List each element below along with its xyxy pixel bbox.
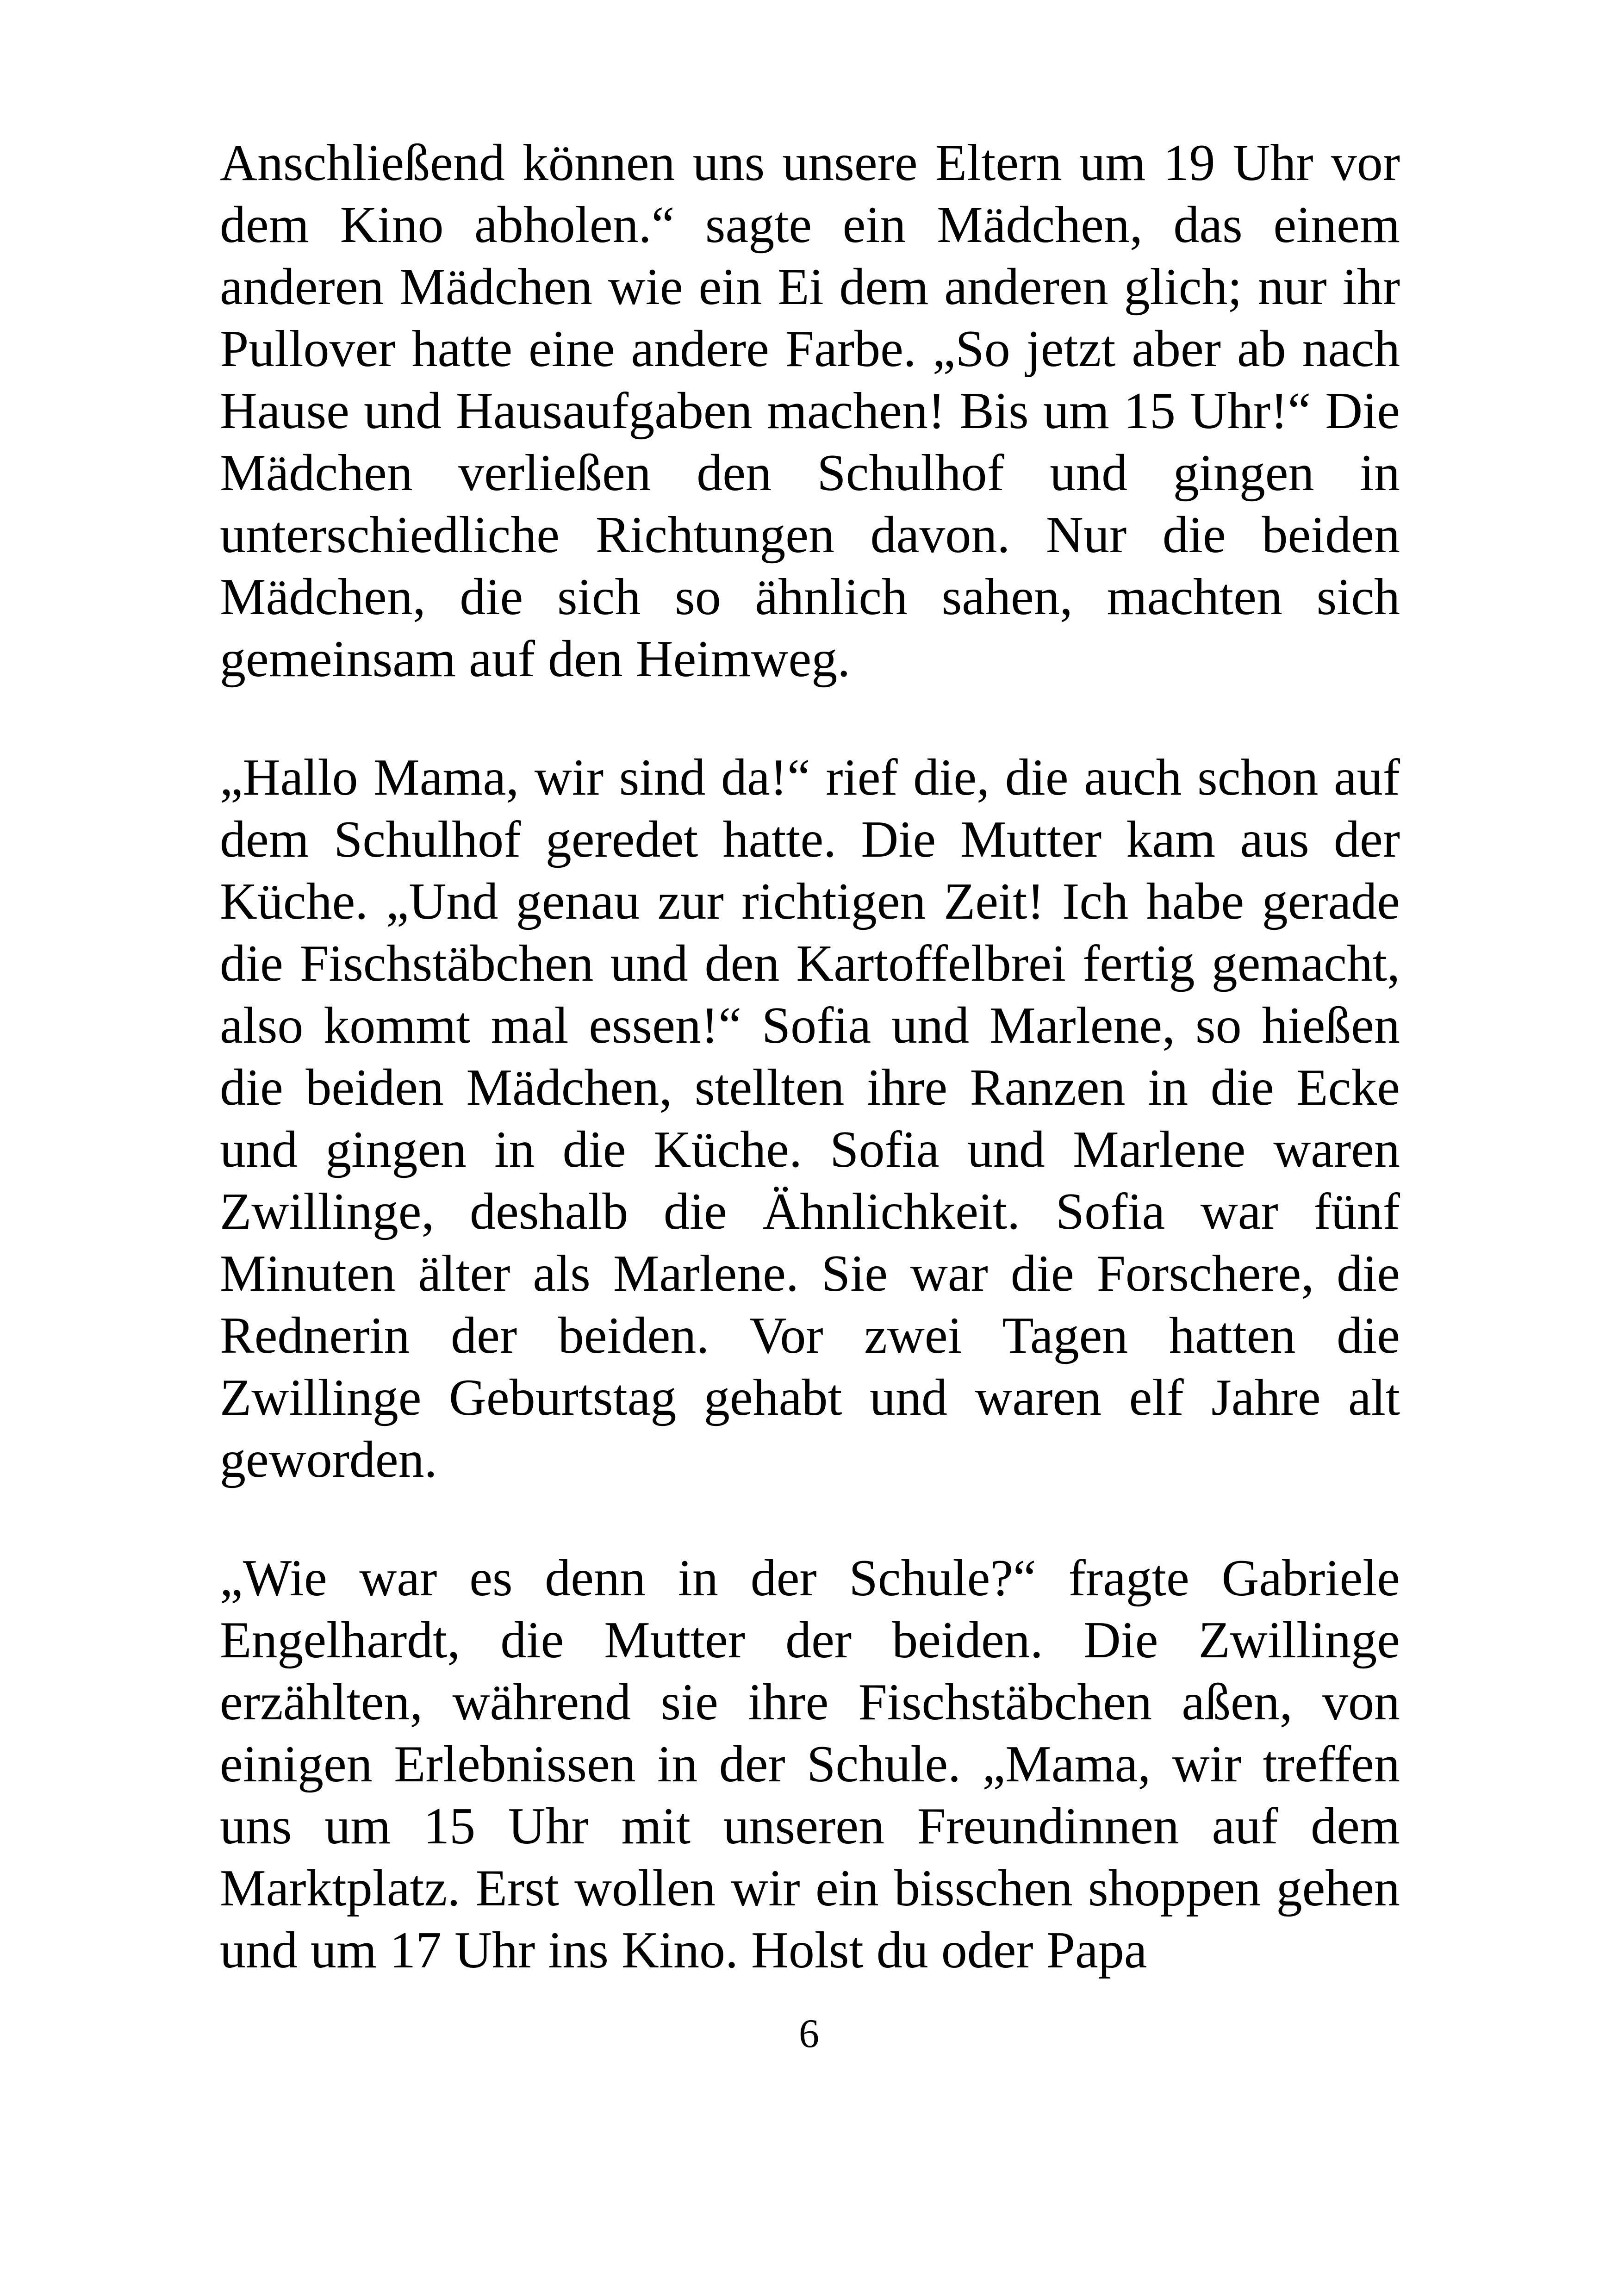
paragraph-2: „Hallo Mama, wir sind da!“ rief die, die auch schon auf dem Schulhof geredet hatte. Die Mutter kam aus der Küche. „Und genau zur richtigen Zeit! Ich habe gerade die Fischstäbchen und den Kartoffelbrei fertig gemacht, also kommt mal essen!“ Sofia und Marlene, so hießen die beiden Mädchen, stellten ihre Ranzen in die Ecke und gingen in die Küche. Sofia und Marlene waren Zwillinge, deshalb die Ähnlichkeit. Sofia war fünf Minuten älter als Marlene. Sie war die Forschere, die Rednerin der beiden. Vor zwei Tagen hatten die Zwillinge Geburtstag gehabt und waren elf Jahre alt geworden. [220, 749, 1400, 1488]
page-number: 6 [799, 2011, 819, 2056]
body-text [220, 132, 1400, 2038]
paragraph-1: Anschließend können uns unsere Eltern um 19 Uhr vor dem Kino abholen.“ sagte ein Mädchen, das einem anderen Mädchen wie ein Ei dem anderen glich; nur ihr Pullover hatte eine andere Farbe. „So jetzt aber ab nach Hause und Hausaufgaben machen! Bis um 15 Uhr!“ Die Mädchen verließen den Schulhof und gingen in unterschiedliche Richtungen davon. Nur die beiden Mädchen, die sich so ähnlich sahen, machten sich gemeinsam auf den Heimweg. [220, 134, 1400, 688]
paragraph-3: „Wie war es denn in der Schule?“ fragte Gabriele Engelhardt, die Mutter der beiden. Die Zwillinge erzählten, während sie ihre Fischstäbchen aßen, von einigen Erlebnissen in der Schule. „Mama, wir treffen uns um 15 Uhr mit unseren Freundinnen auf dem Marktplatz. Erst wollen wir ein bisschen shoppen gehen und um 17 Uhr ins Kino. Holst du oder Papa [220, 1549, 1400, 1979]
